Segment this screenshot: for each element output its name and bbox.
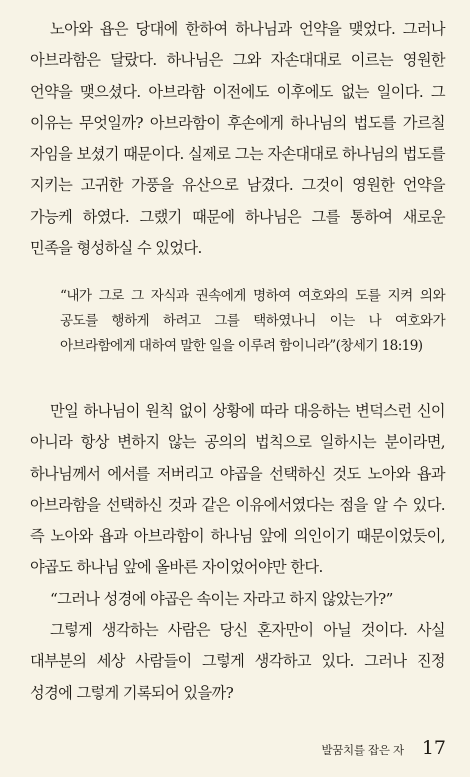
body-paragraph: 노아와 욥은 당대에 한하여 하나님과 언약을 맺었다. 그러나 아브라함은 달랐다. 하나님은 그와 자손대대로 이르는 영원한 언약을 맺으셨다. 아브라함 이전에도 이후에도 없는 일이다. 그 이유는 무엇일까? 아브라함이 후손에게 하나님의 법도를 가르칠 자임을 보셨기 때문이다. 실제로 그는 자손대대로 하나님의 법도를 지키는 고귀한 가풍을 유산으로 남겼다. 그것이 영원한 언약을 가능케 하였다. 그랬기 때문에 하나님은 그를 통하여 새로운 민족을 형성하실 수 있었다. — [30, 20, 445, 258]
body-paragraph: “그러나 성경에 야곱은 속이는 자라고 하지 않았는가?” — [50, 590, 393, 608]
page-footer — [321, 737, 446, 759]
scripture-quote: “내가 그로 그 자식과 권속에게 명하여 여호와의 도를 지켜 의와 공도를 행하게 하려고 그를 택하였나니 이는 나 여호와가 아브라함에게 대하여 말한 일을 이루려 함이니라”(창세기 18:19) — [60, 288, 445, 354]
running-title: 발꿈치를 잡은 자 — [321, 743, 404, 757]
page-number: 17 — [421, 737, 446, 759]
body-paragraph: 그렇게 생각하는 사람은 당신 혼자만이 아닐 것이다. 사실 대부분의 세상 사람들이 그렇게 생각하고 있다. 그러나 진정 성경에 그렇게 기록되어 있을까? — [30, 621, 445, 702]
body-paragraph: 만일 하나님이 원칙 없이 상황에 따라 대응하는 변덕스런 신이 아니라 항상 변하지 않는 공의의 법칙으로 일하시는 분이라면, 하나님께서 에서를 저버리고 야곱을 선택하신 것도 노아와 욥과 아브라함을 선택하신 것과 같은 이유에서였다는 점을 알 수 있다. 즉 노아와 욥과 아브라함이 하나님 앞에 의인이기 때문이었듯이, 야곱도 하나님 앞에 올바른 자이었어야만 한다. — [30, 402, 445, 577]
